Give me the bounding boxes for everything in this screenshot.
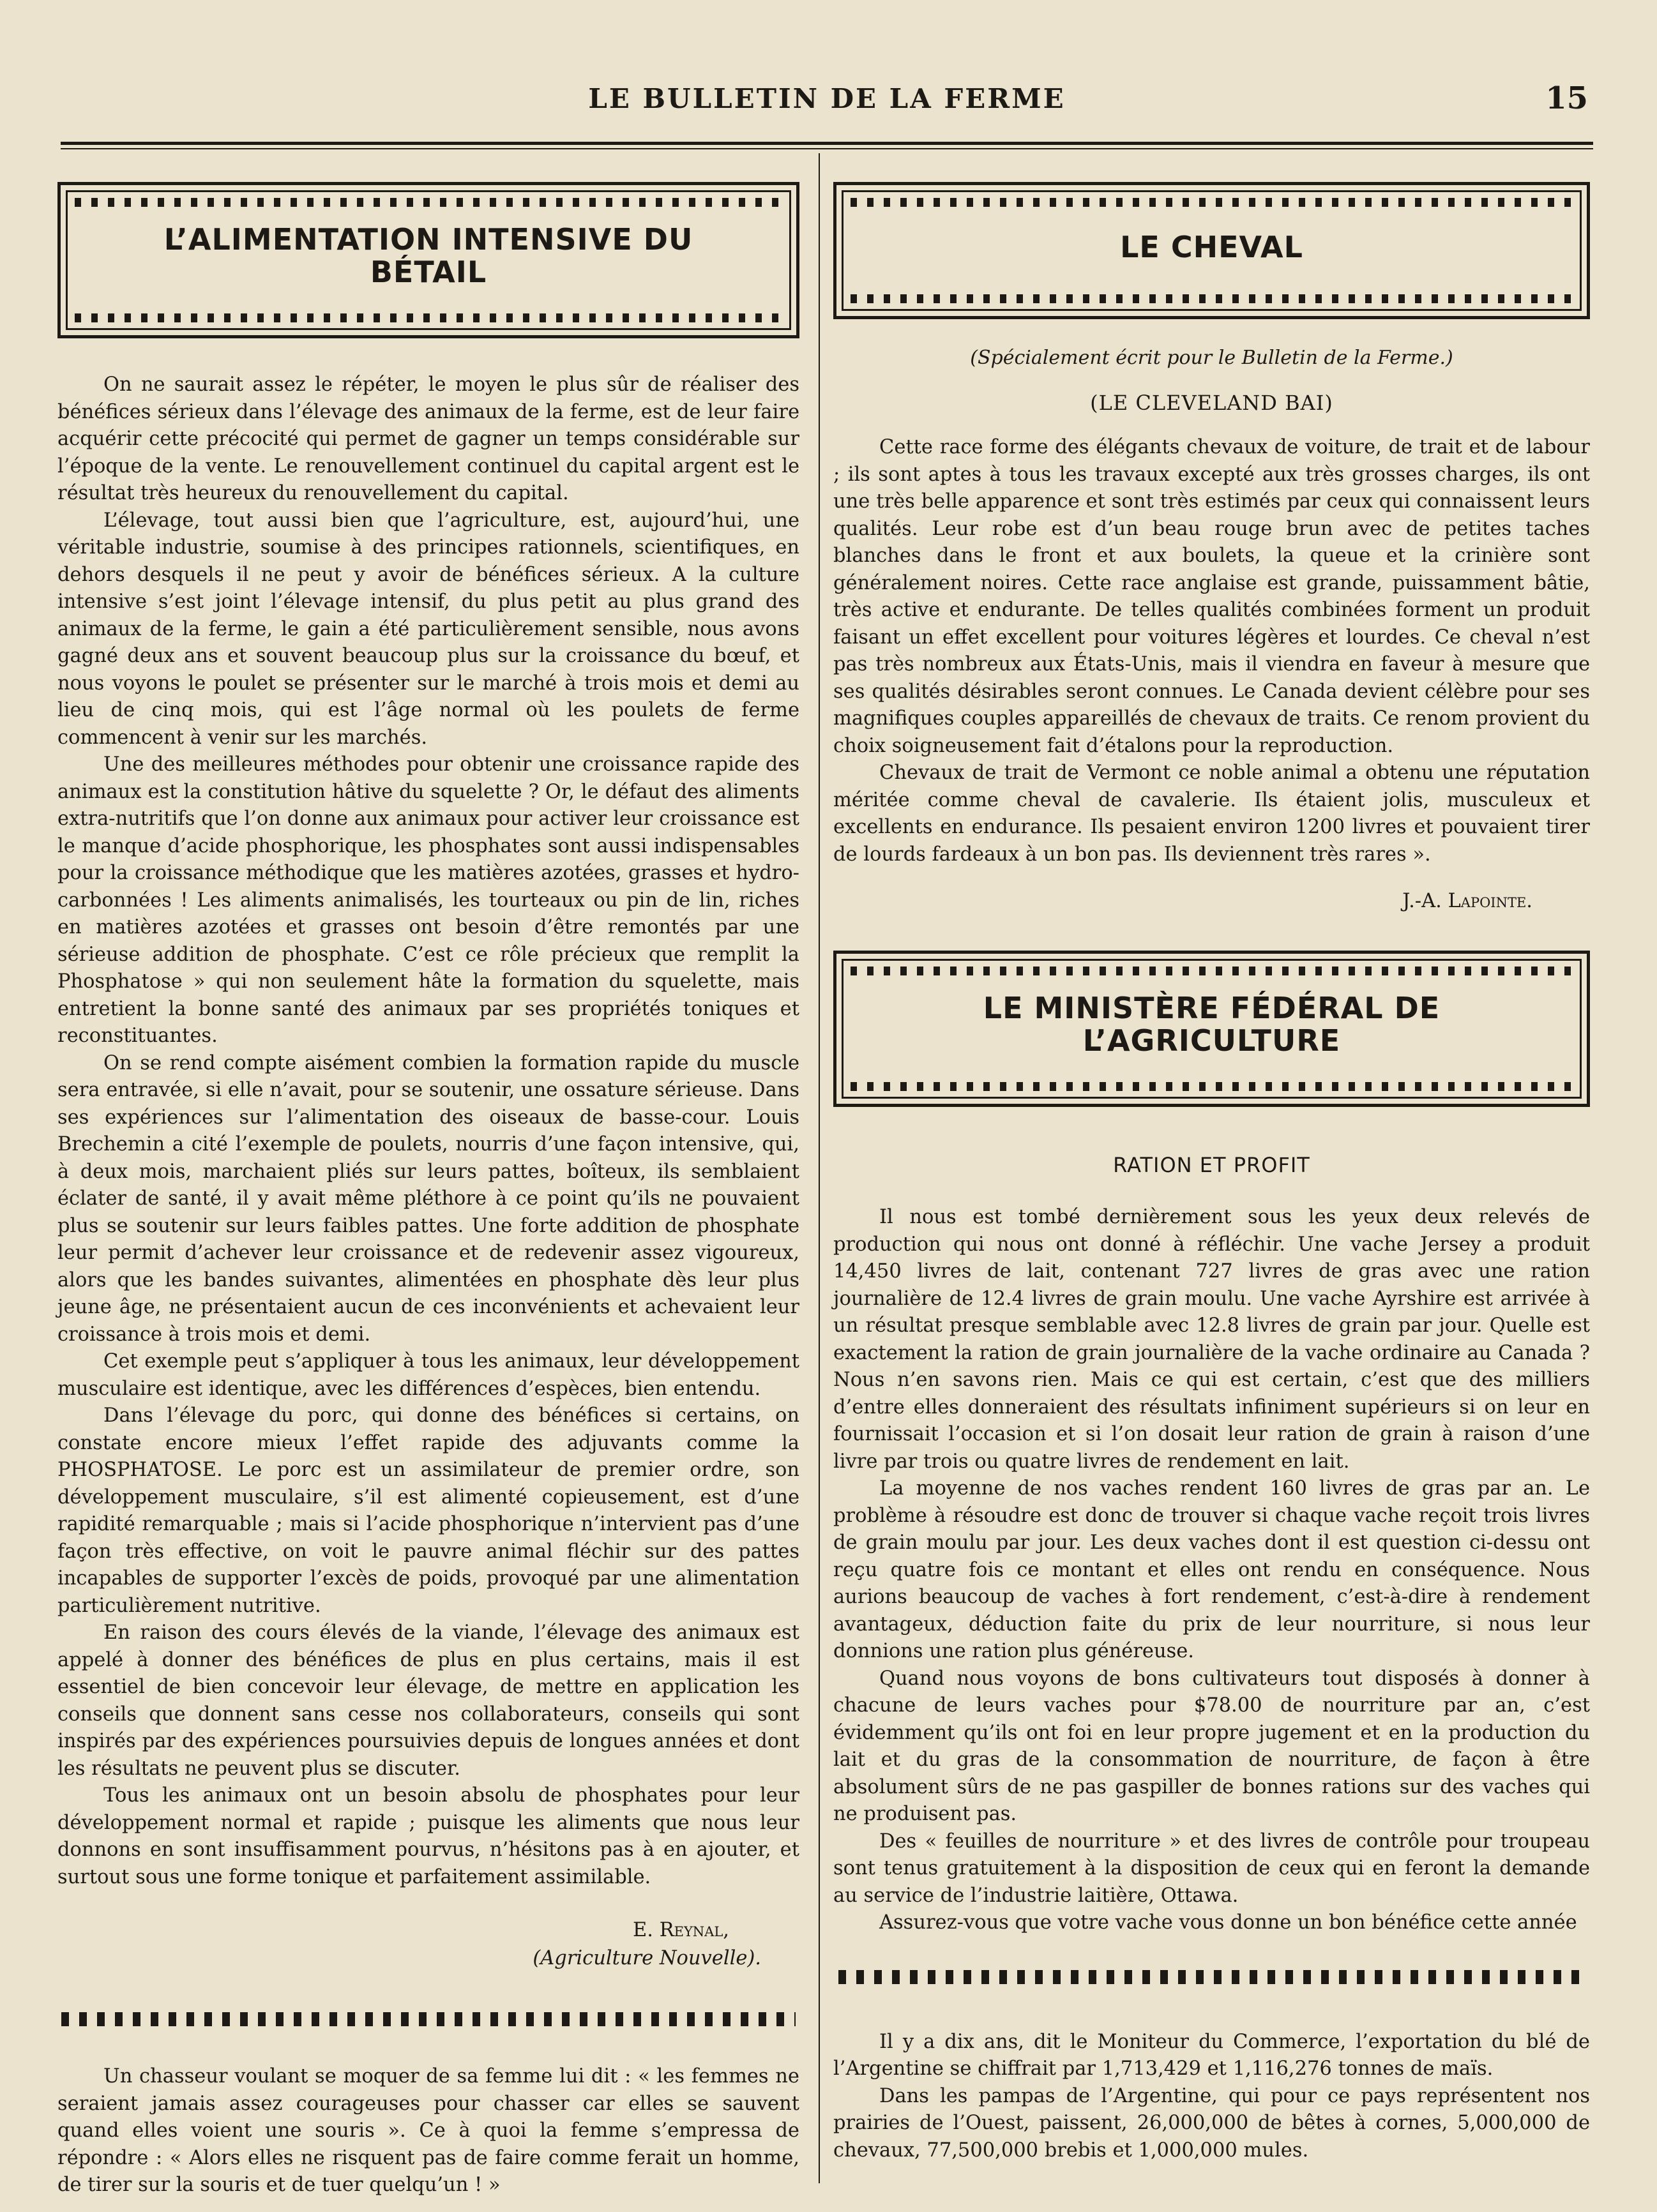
article-body	[57, 372, 799, 1973]
author: E. Reynal,	[633, 1919, 729, 1941]
subtitle: (LE CLEVELAND BAI)	[1090, 391, 1333, 415]
anecdote: Un chasseur voulant se moquer de sa femme lui dit : « les femmes ne seraient jamais assez courageuses pour chasser car elles se sauvent quand elles voient une souris ». Ce à quoi la femme s’empressa de répondre : « Alors elles ne risquent pas de faire comme ferait un homme, de tirer sur la souris et de tuer quelqu’un ! »	[57, 2065, 799, 2196]
author: J.-A. Lapointe.	[1402, 890, 1532, 912]
article-body	[833, 2029, 1590, 2165]
article-body	[833, 434, 1590, 915]
right-column	[833, 182, 1590, 2164]
page-number: 15	[1545, 80, 1588, 116]
paragraph: L’élevage, tout aussi bien que l’agriculture, est, aujourd’hui, une véritable industrie, soumise à des principes rationnels, scientifiques, en dehors desquels il ne peut y avoir de bénéfices sérieux. A la culture intensive s’est joint l’élevage intensif, du plus petit au plus grand des animaux de la ferme, le gain a été particulièrement sensible, nous avons gagné deux ans et souvent beaucoup plus sur la croissance du bœuf, et nous voyons le poulet se présenter sur le marché à trois mois et demi au lieu de cinq mois, qui est l’âge normal où les poulets de ferme commencent à venir sur les marchés.	[57, 509, 799, 749]
paragraph: Il y a dix ans, dit le Moniteur du Commerce, l’exportation du blé de l’Argentine se chiffrait par 1,713,429 et 1,116,276 tonnes de maïs.	[833, 2030, 1590, 2080]
source: (Agriculture Nouvelle).	[533, 1947, 761, 1969]
page-header	[61, 80, 1593, 134]
paragraph: Quand nous voyons de bons cultivateurs tout disposés à donner à chacune de leurs vaches pour $78.00 de nourriture par an, c’est évidemment qu’ils ont foi en leur propre jugement et en la production du lait et du gras de la consommation de nourriture, de façon à être absolument sûrs de ne pas gaspiller de bonnes rations sur des vaches qui ne produisent pas.	[833, 1667, 1590, 1825]
paragraph: Cet exemple peut s’appliquer à tous les animaux, leur développement musculaire est identique, avec les différences d’espèces, bien entendu.	[57, 1350, 799, 1400]
left-column	[57, 182, 799, 2199]
paragraph: En raison des cours élevés de la viande, l’élevage des animaux est appelé à donner des bénéfices de plus en plus certains, mais il est essentiel de bien concevoir leur élevage, de mettre en application les conseils que donnent sans cesse nos collaborateurs, conseils qui sont inspirés par des expériences poursuivies depuis de longues années et dont les résultats ne peuvent plus se discuter.	[57, 1621, 799, 1780]
paragraph: Il nous est tombé dernièrement sous les yeux deux relevés de production qui nous ont donné à réfléchir. Une vache Jersey a produit 14,450 livres de lait, contenant 727 livres de gras avec une ration journalière de 12.4 livres de grain moulu. Une vache Ayrshire est arrivée à un résultat presque semblable avec 12.8 livres de grain par jour. Quelle est exactement la ration de grain journalière de la vache ordinaire au Canada ? Nous n’en savons rien. Mais ce qui est certain, c’est que des milliers d’entre elles donneraient des résultats infiniment supérieurs si on leur en fournissait l’occasion et si l’on dosait leur ration de grain à raison d’une livre par trois ou quatre livres de rendement en lait.	[833, 1206, 1590, 1473]
ornamental-divider	[61, 2012, 796, 2026]
article-title-box	[57, 182, 799, 338]
header-rule	[61, 142, 1593, 145]
paragraph: Une des meilleures méthodes pour obtenir une croissance rapide des animaux est la constitution hâtive du squelette ? Or, le défaut des aliments extra-nutritifs que l’on donne aux animaux pour activer leur croissance est le manque d’acide phosphorique, les phosphates sont aussi indispensables pour la croissance méthodique que les matières azotées, grasses et hydro-carbonnées ! Les aliments animalisés, les tourteaux ou pin de lin, riches en matières azotées et grasses ont besoin d’être remontés par une sérieuse addition de phosphate. C’est ce rôle précieux que remplit la Phosphatose » qui non seulement hâte la formation du squelette, mais entretient la bonne santé des animaux par ses propriétés toniques et reconstituantes.	[57, 753, 799, 1047]
paragraph: Assurez-vous que votre vache vous donne un bon bénéfice cette année	[879, 1911, 1577, 1934]
paragraph: On ne saurait assez le répéter, le moyen le plus sûr de réaliser des bénéfices sérieux dans l’élevage des animaux de la ferme, est de leur faire acquérir cette précocité qui permet de gagner un temps considérable sur l’époque de la vente. Le renouvellement continuel du capital argent est le résultat très heureux du renouvellement du capital.	[57, 373, 799, 504]
column-divider	[819, 153, 820, 2183]
ornamental-divider	[838, 1970, 1585, 1984]
paragraph: Chevaux de trait de Vermont ce noble animal a obtenu une réputation méritée comme cheval de cavalerie. Ils étaient jolis, musculeux et excellents en endurance. Ils pesaient environ 1200 livres et pouvaient tirer de lourds fardeaux à un bon pas. Ils deviennent très rares ».	[833, 762, 1590, 866]
paragraph: Tous les animaux ont un besoin absolu de phosphates pour leur développement normal et rapide ; puisque les aliments que nous leur donnons en sont insuffisamment pourvus, n’hésitons pas à en ajouter, et surtout sous une forme tonique et parfaitement assimilable.	[57, 1784, 799, 1888]
paragraph: Dans l’élevage du porc, qui donne des bénéfices si certains, on constate encore mieux l’effet rapide des adjuvants comme la PHOSPHATOSE. Le porc est un assimilateur de premier ordre, son développement musculaire, s’il est alimenté copieusement, est d’une rapidité remarquable ; mais si l’acide phosphorique n’intervient pas d’une façon très effective, on voit le pauvre animal fléchir sur des pattes incapables de supporter l’excès de poids, provoqué par une alimentation particulièrement nutritive.	[57, 1404, 799, 1617]
article-title-box	[833, 951, 1590, 1107]
article-title: L’ALIMENTATION INTENSIVE DU BÉTAIL	[163, 222, 693, 289]
paragraph: La moyenne de nos vaches rendent 160 livres de gras par an. Le problème à résoudre est donc de trouver si chaque vache reçoit trois livres de grain moulu par jour. Les deux vaches dont il est question ci-dessu ont reçu quatre fois ce montant et elles ont rendu en conséquence. Nous aurions beaucoup de vaches à fort rendement, c’est-à-dire à rendement avantageux, déduction faite du prix de leur nourriture, si nous leur donnions une ration plus généreuse.	[833, 1477, 1590, 1662]
paragraph: Des « feuilles de nourriture » et des livres de contrôle pour troupeau sont tenus gratuitement à la disposition de ceux qui en feront la demande au service de l’industrie laitière, Ottawa.	[833, 1830, 1590, 1907]
article-title-box	[833, 182, 1590, 319]
article-title: LE CHEVAL	[1120, 230, 1303, 264]
paragraph: Cette race forme des élégants chevaux de voiture, de trait et de labour ; ils sont aptes à tous les travaux excepté aux très grosses charges, ils ont une très belle apparence et sont très estimés par ceux qui connaissent leurs qualités. Leur robe est d’un beau rouge brun avec de petites taches blanches dans le front et aux boulets, la queue et la crinière sont généralement noires. Cette race anglaise est grande, puissamment bâtie, très active et endurante. De telles qualités combinées forment un produit faisant un effet excellent pour voitures légères et lourdes. Ce cheval n’est pas très nombreux aux États-Unis, mais il viendra en faveur à mesure que ses qualités désirables seront connues. Le Canada devient célèbre pour ses magnifiques couples appareillés de chevaux de traits. Ce renom provient du choix soigneusement fait d’étalons pour la reproduction.	[833, 436, 1590, 757]
subtitle: RATION ET PROFIT	[1113, 1153, 1310, 1177]
byline: (Spécialement écrit pour le Bulletin de la Ferme.)	[970, 347, 1453, 369]
article-title: LE MINISTÈRE FÉDÉRAL DE L’AGRICULTURE	[983, 991, 1441, 1058]
running-title: LE BULLETIN DE LA FERME	[588, 83, 1066, 114]
article-body	[833, 1204, 1590, 1937]
header-rule-thin	[61, 148, 1593, 149]
paragraph: Dans les pampas de l’Argentine, qui pour ce pays représentent nos prairies de l’Ouest, paissent, 26,000,000 de bêtes à cornes, 5,000,000 de chevaux, 77,500,000 brebis et 1,000,000 mules.	[833, 2084, 1590, 2162]
paragraph: On se rend compte aisément combien la formation rapide du muscle sera entravée, si elle n’avait, pour se soutenir, une ossature sérieuse. Dans ses expériences sur l’alimentation des oiseaux de basse-cour. Louis Brechemin a cité l’exemple de poulets, nourris d’une façon intensive, qui, à deux mois, marchaient pliés sur leurs pattes, boîteux, ils semblaient éclater de santé, il y avait même pléthore à ce point qu’ils ne pouvaient plus se soutenir sur leurs faibles pattes. Une forte addition de phosphate leur permit d’achever leur croissance et de redevenir assez vigoureux, alors que les bandes suivantes, alimentées en phosphate dès leur plus jeune âge, ne présentaient aucun de ces inconvénients et achevaient leur croissance à trois mois et demi.	[57, 1051, 799, 1346]
